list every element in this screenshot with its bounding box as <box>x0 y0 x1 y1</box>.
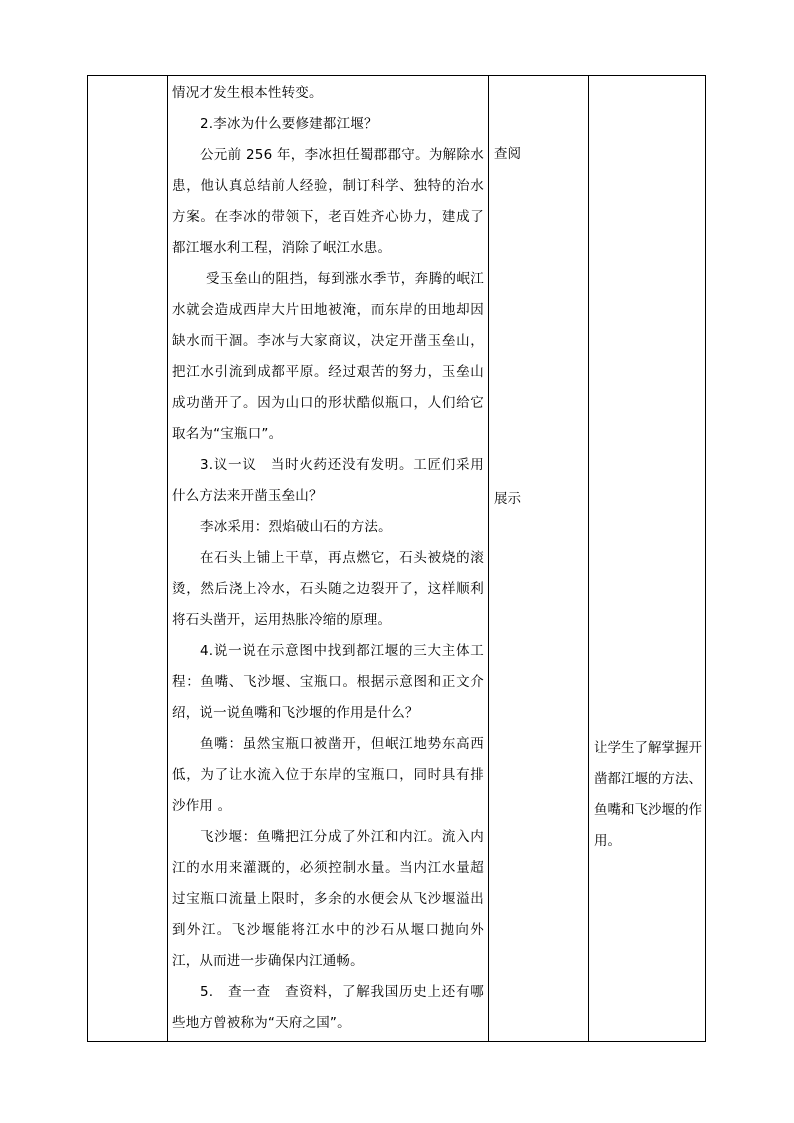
question-heading: 4.说一说在示意图中找到都江堰的三大主体工程：鱼嘴、飞沙堰、宝瓶口。根据示意图和正文介绍，说一说鱼嘴和飞沙堰的作用是什么？ <box>172 643 484 721</box>
content-paragraph: 公元前 256 年，李冰担任蜀郡郡守。为解除水患，他认真总结前人经验，制订科学、独特的治水方案。在李冰的带领下，老百姓齐心协力，建成了都江堰水利工程，消除了岷江水患。 <box>172 147 484 256</box>
activity-label-consult: 查阅 <box>494 146 521 162</box>
column-divider-1 <box>167 75 168 1042</box>
content-paragraph: 受玉垒山的阻挡，每到涨水季节，奔腾的岷江水就会造成西岸大片田地被淹，而东岸的田地却因缺水而干涸。李冰与大家商议，决定开凿玉垒山，把江水引流到成都平原。经过艰苦的努力，玉垒山成功凿开了。因为山口的形状酷似瓶口，人们给它取名为“宝瓶口”。 <box>172 271 484 442</box>
design-intent-text: 让学生了解掌握开凿都江堰的方法、鱼嘴和飞沙堰的作用。 <box>594 740 702 849</box>
column-divider-3 <box>588 75 589 1042</box>
content-paragraph: 在石头上铺上干草，再点燃它，石头被烧的滚烫，然后浇上冷水，石头随之边裂开了，这样顺利将石头凿开，运用热胀冷缩的原理。 <box>172 550 484 628</box>
question-heading: 5. 查一查 查资料，了解我国历史上还有哪些地方曾被称为“天府之国”。 <box>172 984 484 1031</box>
question-heading: 3.议一议 当时火药还没有发明。工匠们采用什么方法来开凿玉垒山？ <box>172 457 484 504</box>
content-paragraph: 情况才发生根本性转变。 <box>172 85 323 101</box>
content-paragraph: 李冰采用：烈焰破山石的方法。 <box>200 519 392 535</box>
teaching-content-column <box>172 78 484 1039</box>
question-heading: 2.李冰为什么要修建都江堰？ <box>200 116 378 132</box>
content-paragraph: 鱼嘴：虽然宝瓶口被凿开，但岷江地势东高西低，为了让水流入位于东岸的宝瓶口，同时具有排沙作用 。 <box>172 736 484 814</box>
content-paragraph: 飞沙堰：鱼嘴把江分成了外江和内江。流入内江的水用来灌溉的，必须控制水量。当内江水量超过宝瓶口流量上限时，多余的水便会从飞沙堰溢出到外江。飞沙堰能将江水中的沙石从堰口抛向外江，从而进一步确保内江通畅。 <box>172 829 484 969</box>
column-divider-2 <box>488 75 489 1042</box>
activity-label-present: 展示 <box>494 491 521 507</box>
